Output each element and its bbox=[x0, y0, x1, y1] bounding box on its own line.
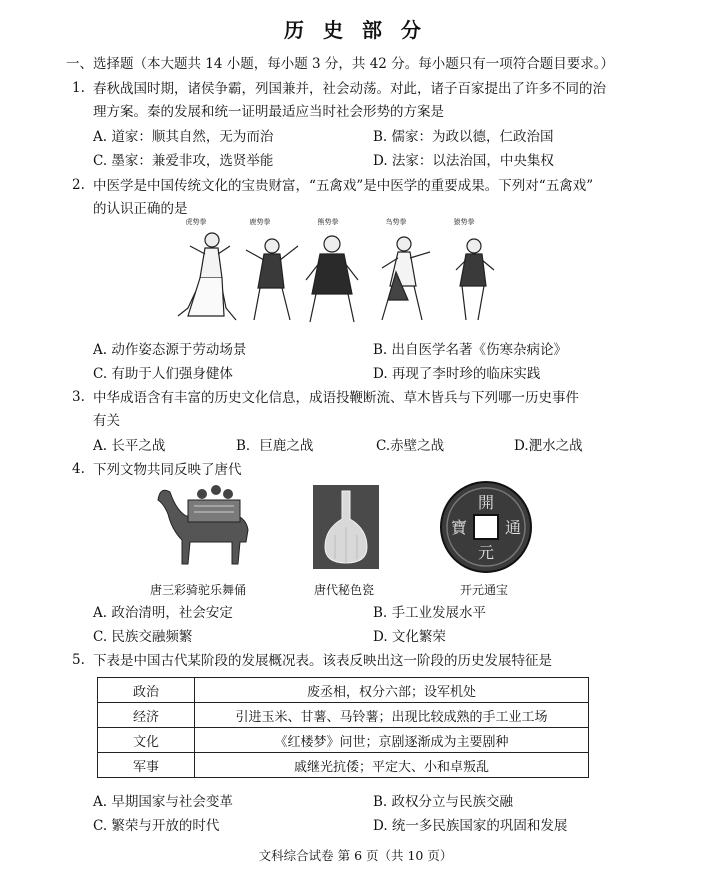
q5-option-d[interactable]: D. 统一多民族国家的巩固和发展 bbox=[373, 818, 568, 834]
table-row bbox=[98, 678, 589, 703]
ape-pose-figure bbox=[456, 239, 494, 320]
q3-option-b[interactable]: B．巨鹿之战 bbox=[236, 438, 314, 454]
q1-stem-line2: 理方案。秦的发展和统一证明最适应当时社会形势的方案是 bbox=[93, 104, 444, 120]
table-value-cell: 戚继光抗倭；平定大、小和卓叛乱 bbox=[195, 753, 589, 778]
q1-stem-line1: 春秋战国时期，诸侯争霸，列国兼并，社会动荡。对此，诸子百家提出了许多不同的治 bbox=[93, 81, 606, 97]
tang-mise-porcelain-vase bbox=[313, 485, 379, 569]
table-row bbox=[98, 728, 589, 753]
page-title: 历 史 部 分 bbox=[284, 18, 427, 42]
q2-option-a[interactable]: A. 动作姿态源于劳动场景 bbox=[93, 342, 247, 358]
section-heading: 一、选择题（本大题共 14 小题，每小题 3 分，共 42 分。每小题只有一项符合题目要求。） bbox=[66, 56, 614, 72]
bird-pose-figure bbox=[382, 237, 430, 320]
q5-option-b[interactable]: B. 政权分立与民族交融 bbox=[373, 794, 514, 810]
q4-number: 4. bbox=[72, 461, 85, 477]
coin-char-right: 通 bbox=[504, 518, 522, 537]
table-key-cell: 经济 bbox=[98, 703, 195, 728]
q4-option-b[interactable]: B. 手工业发展水平 bbox=[373, 605, 487, 621]
development-table bbox=[97, 677, 589, 778]
q3-stem-line1: 中华成语含有丰富的历史文化信息，成语投鞭断流、草木皆兵与下列哪一历史事件 bbox=[93, 390, 579, 406]
coin-char-bottom: 元 bbox=[477, 543, 495, 562]
figure-label-deer: 鹿势拳 bbox=[249, 218, 271, 226]
q4-option-d[interactable]: D. 文化繁荣 bbox=[373, 629, 446, 645]
figure-label-ape: 猿势拳 bbox=[453, 218, 475, 226]
tiger-pose-figure bbox=[178, 233, 236, 320]
q5-option-c[interactable]: C. 繁荣与开放的时代 bbox=[93, 818, 220, 834]
q1-option-b[interactable]: B. 儒家：为政以德，仁政治国 bbox=[373, 129, 554, 145]
q4-option-c[interactable]: C. 民族交融频繁 bbox=[93, 629, 193, 645]
q1-number: 1. bbox=[72, 80, 85, 96]
q2-stem-line2: 的认识正确的是 bbox=[93, 201, 188, 217]
deer-pose-figure bbox=[246, 239, 298, 320]
q5-number: 5. bbox=[72, 652, 85, 668]
five-animal-exercise-illustration bbox=[160, 216, 520, 336]
table-key-cell: 政治 bbox=[98, 678, 195, 703]
table-value-cell: 废丞相，权分六部；设军机处 bbox=[195, 678, 589, 703]
q4-option-a[interactable]: A. 政治清明，社会安定 bbox=[93, 605, 233, 621]
q2-option-b[interactable]: B. 出自医学名著《伤寒杂病论》 bbox=[373, 342, 568, 358]
page-footer: 文科综合试卷 第 6 页（共 10 页） bbox=[258, 848, 453, 863]
figure-label-bear: 熊势拳 bbox=[317, 218, 339, 226]
table-key-cell: 文化 bbox=[98, 728, 195, 753]
q3-number: 3. bbox=[72, 389, 85, 405]
table-row bbox=[98, 753, 589, 778]
table-row bbox=[98, 703, 589, 728]
q2-option-d[interactable]: D. 再现了李时珍的临床实践 bbox=[373, 366, 541, 382]
q2-option-c[interactable]: C. 有助于人们强身健体 bbox=[93, 366, 233, 382]
q3-option-c[interactable]: C.赤壁之战 bbox=[376, 438, 445, 454]
q2-number: 2. bbox=[72, 177, 85, 193]
table-value-cell: 《红楼梦》问世；京剧逐渐成为主要剧种 bbox=[195, 728, 589, 753]
table-value-cell: 引进玉米、甘薯、马铃薯；出现比较成熟的手工业工场 bbox=[195, 703, 589, 728]
q2-stem-line1: 中医学是中国传统文化的宝贵财富，“五禽戏”是中医学的重要成果。下列对“五禽戏” bbox=[93, 178, 594, 194]
q4-stem: 下列文物共同反映了唐代 bbox=[93, 462, 242, 478]
q3-stem-line2: 有关 bbox=[93, 413, 120, 429]
q1-option-d[interactable]: D. 法家：以法治国，中央集权 bbox=[373, 153, 554, 169]
coin-char-top: 開 bbox=[477, 493, 495, 512]
tang-sancai-camel-figurine bbox=[150, 480, 260, 572]
figure-label-tiger: 虎势拳 bbox=[185, 218, 207, 226]
q4-caption-coin: 开元通宝 bbox=[460, 583, 509, 597]
q1-option-a[interactable]: A. 道家：顺其自然，无为而治 bbox=[93, 129, 274, 145]
q3-option-a[interactable]: A. 长平之战 bbox=[93, 438, 166, 454]
figure-label-bird: 鸟势拳 bbox=[385, 218, 407, 226]
table-key-cell: 军事 bbox=[98, 753, 195, 778]
q5-stem: 下表是中国古代某阶段的发展概况表。该表反映出这一阶段的历史发展特征是 bbox=[93, 653, 552, 669]
kaiyuan-tongbao-coin bbox=[438, 479, 534, 575]
coin-char-left: 寶 bbox=[450, 518, 468, 537]
bear-pose-figure bbox=[306, 236, 358, 322]
q4-caption-vase: 唐代秘色瓷 bbox=[314, 583, 375, 597]
q3-option-d[interactable]: D.淝水之战 bbox=[514, 438, 583, 454]
q5-option-a[interactable]: A. 早期国家与社会变革 bbox=[93, 794, 233, 810]
q1-option-c[interactable]: C. 墨家：兼爱非攻，选贤举能 bbox=[93, 153, 274, 169]
q4-caption-camel: 唐三彩骑驼乐舞俑 bbox=[150, 583, 247, 597]
